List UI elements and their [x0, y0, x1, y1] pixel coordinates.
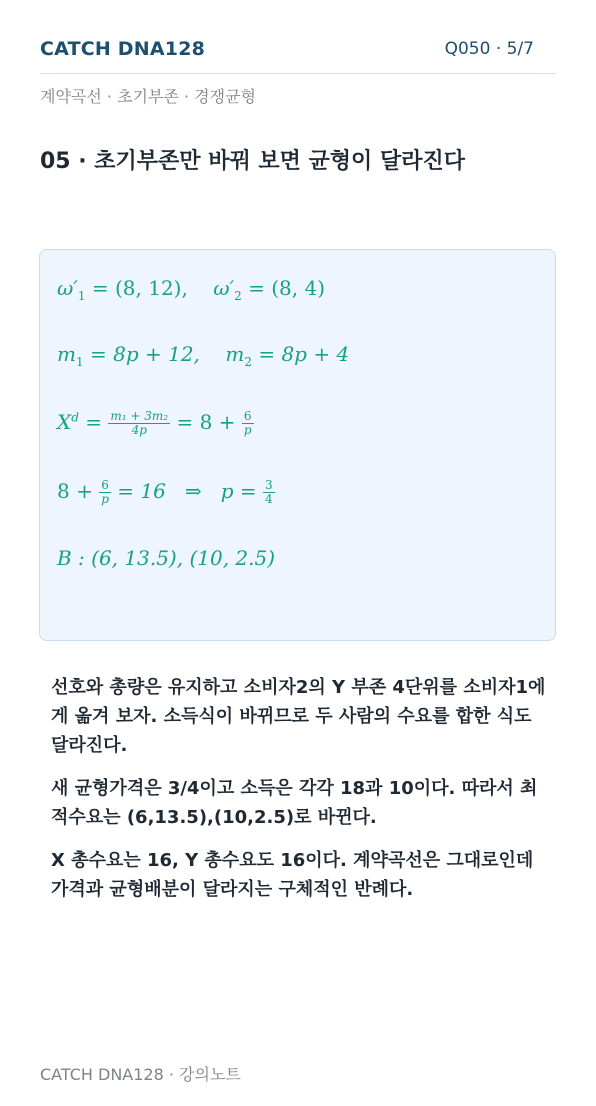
formula-endowments: $\omega'_1 = (8$, 12), $\omega'_2 = (8$, 4)	[57, 276, 326, 303]
price-eq-lhs: 8 +	[57, 479, 100, 503]
formula-allocation: B : (6, 13.5), (10, 2.5)	[57, 546, 276, 570]
paragraph: 선호와 총량은 유지하고 소비자2의 Y 부존 4단위를 소비자1에게 옮겨 보자. 소득식이 바뀌므로 두 사람의 수요를 합한 식도 달라진다.	[51, 677, 546, 756]
explanation-text	[51, 673, 551, 918]
endowment-1-value: (8, 12),	[114, 276, 188, 300]
price-eq-mid: = 16 ⇒ p =	[110, 479, 263, 503]
demand-denominator: 4p	[131, 423, 147, 437]
price-num: 3	[265, 478, 273, 492]
formula-aggregate-demand: $X^d$ = $\frac{\text{m₁ + 3m₂}}{4p}$ = 8 + $\frac{6}{p}$	[57, 409, 252, 437]
formula-price-solution	[57, 479, 275, 506]
demand-frac-num: 6	[242, 410, 254, 424]
paragraph: 새 균형가격은 3/4이고 소득은 각각 18과 10이다. 따라서 최적수요는 (6,13.5),(10,2.5)로 바뀐다.	[51, 778, 538, 828]
page-title: 05 · 초기부존만 바꿔 보면 균형이 달라진다	[40, 149, 465, 174]
question-progress: Q050 · 5/7	[444, 39, 534, 59]
paragraph: X 총수요는 16, Y 총수요도 16이다. 계약곡선은 그대로인데 가격과 균형배분이 달라지는 구체적인 반례다.	[51, 850, 534, 900]
demand-numerator: m₁ + 3m₂	[110, 409, 169, 423]
income-1-value: 8p + 12,	[113, 342, 200, 366]
formula-box	[39, 249, 556, 641]
header	[40, 36, 556, 74]
demand-frac-den: p	[243, 423, 252, 437]
brand-title: CATCH DNA128	[40, 38, 206, 60]
income-2-value: 8p + 4	[281, 342, 350, 366]
demand-rhs: 8 +	[199, 410, 242, 434]
price-frac-num: 6	[99, 479, 111, 493]
endowment-2-value: (8, 4)	[271, 276, 326, 300]
footer: CATCH DNA128 · 강의노트	[40, 1065, 241, 1084]
price-den: 4	[265, 492, 273, 506]
price-frac-den: p	[101, 492, 109, 506]
breadcrumb: 계약곡선 · 초기부존 · 경쟁균형	[40, 87, 256, 106]
formula-incomes: $m_1 = 8p + 12$, $m_2 = 8p + 4$	[57, 342, 350, 369]
